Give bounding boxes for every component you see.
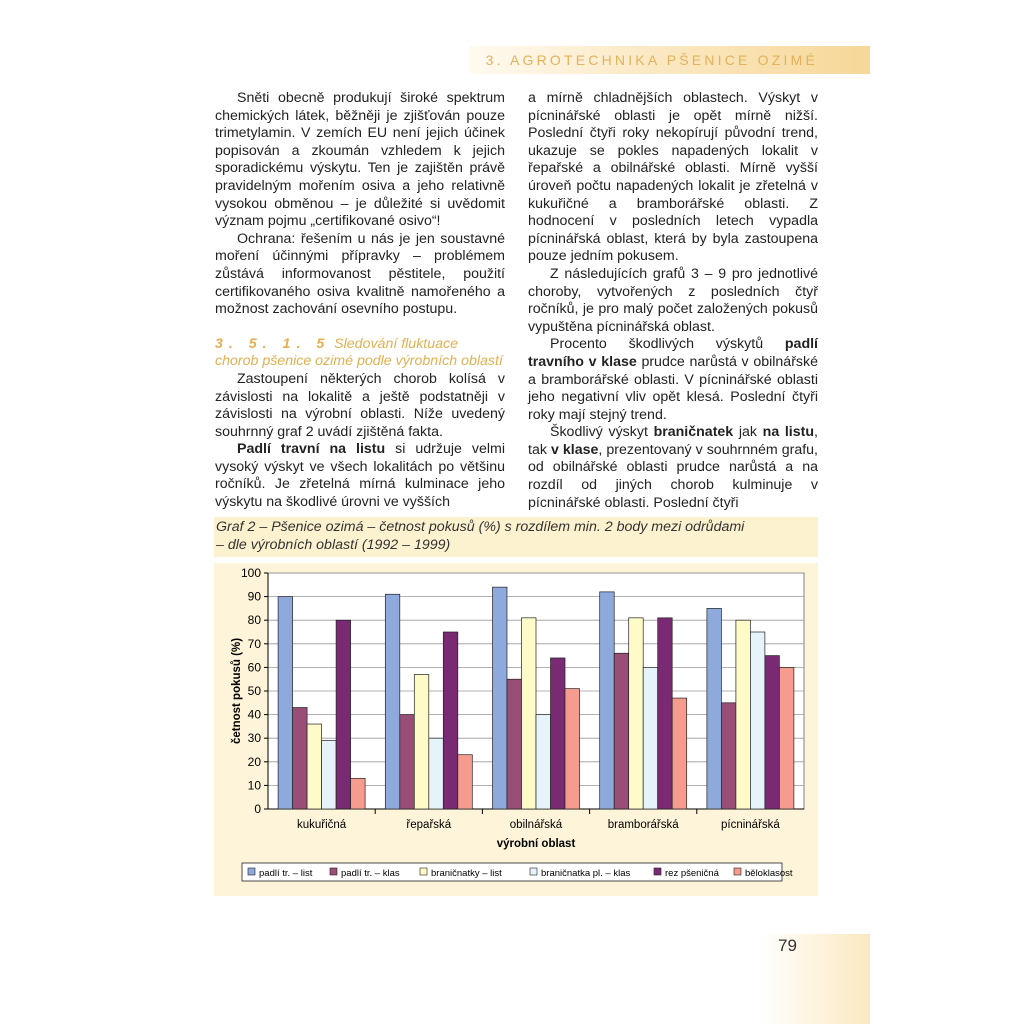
x-tick-label: bramborářská xyxy=(607,819,679,831)
paragraph-text: prudce narůstá v obilnářské a bramborářské oblasti. V pícninářské oblasti jeho negativní vliv opět klesá. Poslední čtyři roky mají stejný trend. xyxy=(528,353,818,423)
bar xyxy=(414,674,429,809)
paragraph: Zastoupení některých chorob kolísá v závislosti na lokalitě a ještě podstatněji v závislosti na výrobní oblasti. Níže uvedený souhrnný graf 2 uvádí zjištěná fakta. xyxy=(215,370,505,440)
bar xyxy=(429,738,444,809)
x-tick-label: kukuřičná xyxy=(296,819,347,831)
bar xyxy=(721,703,736,809)
x-tick-label: pícninářská xyxy=(720,819,780,831)
bar xyxy=(351,778,366,809)
section-heading xyxy=(215,336,505,371)
bold-term: braničnatek xyxy=(653,424,734,441)
bold-term: padlí travního v klase xyxy=(528,336,818,370)
bar xyxy=(385,594,400,809)
y-tick-label: 70 xyxy=(247,636,261,651)
bar xyxy=(707,608,722,809)
bar xyxy=(765,656,780,809)
x-tick-label: obilnářská xyxy=(509,819,563,831)
figure-caption xyxy=(216,519,744,555)
legend-label: padlí tr. – list xyxy=(259,868,313,879)
left-column xyxy=(215,90,505,512)
paragraph-text: jak xyxy=(733,424,763,441)
x-axis-title: výrobní oblast xyxy=(496,838,576,850)
bar xyxy=(565,689,580,809)
right-column xyxy=(528,90,818,512)
legend-label: běloklasost xyxy=(745,868,793,879)
bar xyxy=(600,592,615,809)
bar xyxy=(493,587,508,809)
paragraph-text: Procento škodlivých výskytů xyxy=(550,336,785,353)
y-tick-label: 20 xyxy=(247,754,261,769)
y-tick-label: 60 xyxy=(247,660,261,675)
paragraph: a mírně chladnějších oblastech. Výskyt v pícninářské oblasti je opět mírně nižší. Poslední čtyři roky nekopírují původní trend, ukazuje se pokles napadených lokalit v řepařské a obilnářské oblasti. Mírně vyšší úroveň počtu napadených lokalit je zřetelná v kukuřičné a bramborářské oblasti. Z hodnocení v posledních letech vypadla pícninářská oblast, která by byla zastoupena pouze jedním pokusem. xyxy=(528,90,818,265)
paragraph-text: si udržuje velmi vysoký výskyt ve všech lokalitách po většinu ročníků. Je zřetelná mírná kulminace jeho výskytu na škodlivé úrovni ve vyšších xyxy=(215,441,505,511)
caption-line: – dle výrobních oblastí (1992 – 1999) xyxy=(216,536,451,553)
bold-term: v klase xyxy=(550,441,599,458)
y-tick-label: 50 xyxy=(247,684,261,698)
y-tick-label: 0 xyxy=(254,802,261,816)
y-tick-label: 90 xyxy=(247,589,261,604)
bar xyxy=(672,698,687,809)
y-axis-title: četnost pokusů (%) xyxy=(231,637,243,745)
bar xyxy=(507,679,522,809)
legend-swatch xyxy=(330,868,337,875)
bar-chart xyxy=(214,563,818,896)
paragraph xyxy=(528,424,818,512)
page-number: 79 xyxy=(778,936,797,955)
paragraph xyxy=(528,336,818,424)
bar xyxy=(293,708,308,809)
figure-caption-band xyxy=(214,517,818,557)
bar xyxy=(551,658,566,809)
bar xyxy=(750,632,765,809)
bar xyxy=(736,620,751,809)
bar xyxy=(614,653,629,809)
y-tick-label: 40 xyxy=(247,707,261,722)
y-tick-label: 10 xyxy=(247,778,261,793)
legend-swatch xyxy=(530,868,537,875)
bold-term: na listu xyxy=(762,424,815,441)
header-band xyxy=(470,46,870,74)
bold-term: Padlí travní na listu xyxy=(237,441,386,458)
legend-swatch xyxy=(420,868,427,875)
legend-label: braničnatky – list xyxy=(431,868,502,879)
chart-container xyxy=(214,563,818,896)
paragraph: Z následujících grafů 3 – 9 pro jednotlivé choroby, vytvořených z posledních čtyř ročníků, je pro malý počet založených pokusů vypuštěna pícninářská oblast. xyxy=(528,265,818,335)
bar xyxy=(522,618,537,809)
paragraph xyxy=(215,441,505,511)
bar xyxy=(536,715,551,809)
bar xyxy=(278,597,293,809)
section-title: Sledování fluktuace chorob pšenice ozimé podle výrobních oblastí xyxy=(215,335,503,370)
paragraph: Sněti obecně produkují široké spektrum chemických látek, běžněji je zjišťován pouze trimetylamin. V zemích EU není jejich účinek popisován a zkoumán vzhledem k jejich sporadickému výskytu. Ten je zajištěn právě pravidelným mořením osiva a jeho relativně vysokou obměnou – je důležité si uvědomit význam pojmu „certifikované osivo“! xyxy=(215,90,505,230)
section-number: 3. 5. 1. 5 xyxy=(215,335,331,352)
page-number-band xyxy=(760,934,870,1024)
y-tick-label: 30 xyxy=(247,731,261,746)
legend-label: rez pšeničná xyxy=(665,868,719,879)
legend-swatch xyxy=(654,868,661,875)
bar xyxy=(658,618,673,809)
y-tick-label: 100 xyxy=(240,566,261,580)
bar xyxy=(322,741,337,809)
bar xyxy=(400,715,415,809)
running-header: 3. AGROTECHNIKA PŠENICE OZIMÉ xyxy=(485,52,818,68)
y-tick-label: 80 xyxy=(247,613,261,628)
bar xyxy=(336,620,351,809)
caption-line: Graf 2 – Pšenice ozimá – četnost pokusů (%) s rozdílem min. 2 body mezi odrůdami xyxy=(216,519,745,535)
paragraph-text: , tak xyxy=(528,424,818,458)
paragraph-text: , prezentovaný v souhrnném grafu, od obilnářské oblasti prudce narůstá a na rozdíl od jiných chorob kulminuje v pícninářské oblasti. Poslední čtyři xyxy=(528,441,819,511)
bar xyxy=(443,632,458,809)
legend-label: padlí tr. – klas xyxy=(341,868,400,879)
legend-swatch xyxy=(734,868,741,875)
bar xyxy=(629,618,644,809)
paragraph: Ochrana: řešením u nás je jen soustavné moření účinnými přípravky – problémem zůstává informovanost pěstitele, použití certifikovaného osiva kvalitně namořeného a možnost zachování osevního postupu. xyxy=(215,230,505,318)
legend-label: braničnatka pl. – klas xyxy=(541,868,631,879)
bar xyxy=(458,755,473,809)
bar xyxy=(307,724,322,809)
bar xyxy=(779,667,794,809)
legend-swatch xyxy=(248,868,255,875)
paragraph-text: Škodlivý výskyt xyxy=(550,424,654,441)
bar xyxy=(643,667,658,809)
x-tick-label: řepařská xyxy=(406,819,452,831)
